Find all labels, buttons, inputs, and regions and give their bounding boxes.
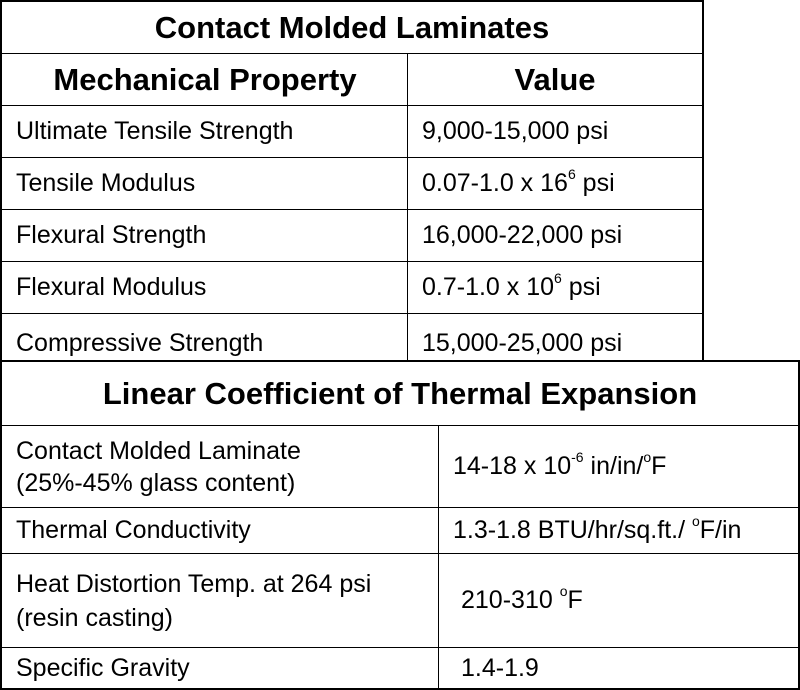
table-row <box>2 106 408 158</box>
table-cell-value <box>408 210 702 262</box>
value-unit: F <box>567 586 583 614</box>
property-label: Ultimate Tensile Strength <box>16 117 294 145</box>
table-title-text: Contact Molded Laminates <box>154 9 550 45</box>
property-value: 16,000-22,000 psi <box>422 221 623 249</box>
property-value <box>453 512 742 545</box>
property-label: Thermal Conductivity <box>16 516 251 544</box>
property-value <box>422 269 601 302</box>
column-header-value-text: Value <box>514 61 596 97</box>
value-unit: F/in <box>699 516 742 544</box>
property-value: 15,000-25,000 psi <box>422 329 623 357</box>
value-exponent: -6 <box>571 448 584 465</box>
table-row <box>2 508 439 554</box>
table-cell-value <box>408 262 702 314</box>
table-row <box>2 554 439 648</box>
property-value: 1.4-1.9 <box>461 653 539 682</box>
value-unit: psi <box>561 273 601 301</box>
table-cell-value <box>408 314 702 360</box>
table-cell-value <box>439 648 798 688</box>
property-value <box>453 448 667 481</box>
property-label-line2: (25%-45% glass content) <box>16 468 296 497</box>
degree-symbol: o <box>643 448 652 465</box>
property-label: Flexural Strength <box>16 221 207 249</box>
mechanical-properties-table <box>0 0 704 362</box>
degree-symbol: o <box>691 512 700 529</box>
property-value <box>461 582 583 615</box>
table-cell-value <box>439 508 798 554</box>
table-row <box>2 648 439 688</box>
table-row <box>2 426 439 508</box>
column-header-value <box>408 54 702 106</box>
property-label: Specific Gravity <box>16 653 190 682</box>
column-divider <box>407 54 408 360</box>
column-header-property <box>2 54 408 106</box>
property-label-line1: Heat Distortion Temp. at 264 psi <box>16 569 372 598</box>
value-unit-suffix: F <box>651 452 667 480</box>
property-label: Compressive Strength <box>16 329 264 357</box>
value-unit: in/in/ <box>583 452 644 480</box>
property-label: Tensile Modulus <box>16 169 196 197</box>
table-cell-value <box>408 158 702 210</box>
degree-symbol: o <box>559 582 568 599</box>
table-title <box>2 2 702 54</box>
table-cell-value <box>439 426 798 508</box>
property-value <box>422 165 615 198</box>
value-exponent: 6 <box>567 165 576 182</box>
table-row <box>2 262 408 314</box>
table-cell-value <box>408 106 702 158</box>
column-header-property-text: Mechanical Property <box>53 61 357 97</box>
table-row <box>2 210 408 262</box>
table-title <box>2 362 798 426</box>
column-divider <box>438 426 439 688</box>
value-main: 0.7-1.0 x 10 <box>422 273 555 301</box>
property-value: 9,000-15,000 psi <box>422 117 609 145</box>
property-label <box>16 567 371 635</box>
table-row <box>2 314 408 360</box>
value-exponent: 6 <box>554 269 562 286</box>
value-main: 14-18 x 10 <box>453 452 572 480</box>
table-title-text: Linear Coefficient of Thermal Expansion <box>102 375 698 411</box>
table-cell-value <box>439 554 798 648</box>
value-main: 0.07-1.0 x 16 <box>422 169 568 197</box>
value-main: 1.3-1.8 BTU/hr/sq.ft./ <box>453 516 692 544</box>
table-row <box>2 158 408 210</box>
value-main: 210-310 <box>461 586 560 614</box>
property-label <box>16 435 301 499</box>
property-label-line2: (resin casting) <box>16 603 173 632</box>
property-label-line1: Contact Molded Laminate <box>16 436 301 465</box>
value-unit: psi <box>575 169 615 197</box>
thermal-properties-table <box>0 360 800 690</box>
property-label: Flexural Modulus <box>16 273 207 301</box>
